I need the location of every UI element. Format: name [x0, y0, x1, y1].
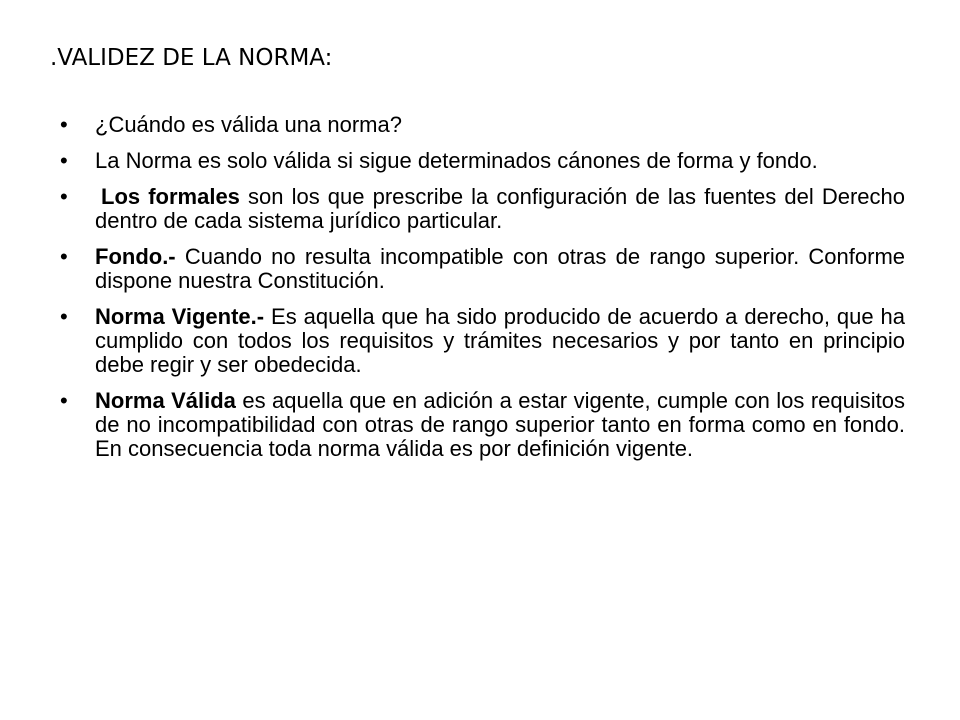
bullet-marker: •: [60, 244, 68, 269]
bullet-item: [60, 245, 905, 293]
bullet-item: [60, 305, 905, 377]
bullet-marker: •: [60, 112, 68, 137]
bullet-lead-term: Norma Válida: [95, 388, 236, 413]
bullet-item: [60, 185, 905, 233]
bullet-lead-term: Fondo.-: [95, 244, 176, 269]
bullet-marker: •: [60, 184, 68, 209]
bullet-marker: •: [60, 304, 68, 329]
bullet-text: Es aquella que ha sido producido de acuerdo a derecho, que ha cumplido con todos los requisitos y trámites necesarios y por tanto en principio debe regir y ser obedecida.: [95, 304, 905, 377]
bullet-text: La Norma es solo válida si sigue determinados cánones de forma y fondo.: [95, 148, 818, 173]
bullet-marker: •: [60, 388, 68, 413]
bullet-text: Cuando no resulta incompatible con otras de rango superior. Conforme dispone nuestra Constitución.: [95, 244, 905, 293]
slide-title: .VALIDEZ DE LA NORMA:: [50, 45, 333, 71]
bullet-text: es aquella que en adición a estar vigente, cumple con los requisitos de no incompatibilidad con otras de rango superior tanto en forma como en fondo. En consecuencia toda norma válida es por definición vigente.: [95, 388, 905, 461]
bullet-item: [60, 389, 905, 461]
bullet-marker: •: [60, 148, 68, 173]
bullet-item: [60, 113, 905, 137]
bullet-item: [60, 149, 905, 173]
bullet-text: ¿Cuándo es válida una norma?: [95, 112, 402, 137]
bullet-text: son los que prescribe la configuración de las fuentes del Derecho dentro de cada sistema jurídico particular.: [95, 184, 905, 233]
bullet-list: [60, 113, 905, 473]
bullet-lead-term: Norma Vigente.-: [95, 304, 265, 329]
bullet-lead-term: Los formales: [101, 184, 240, 209]
